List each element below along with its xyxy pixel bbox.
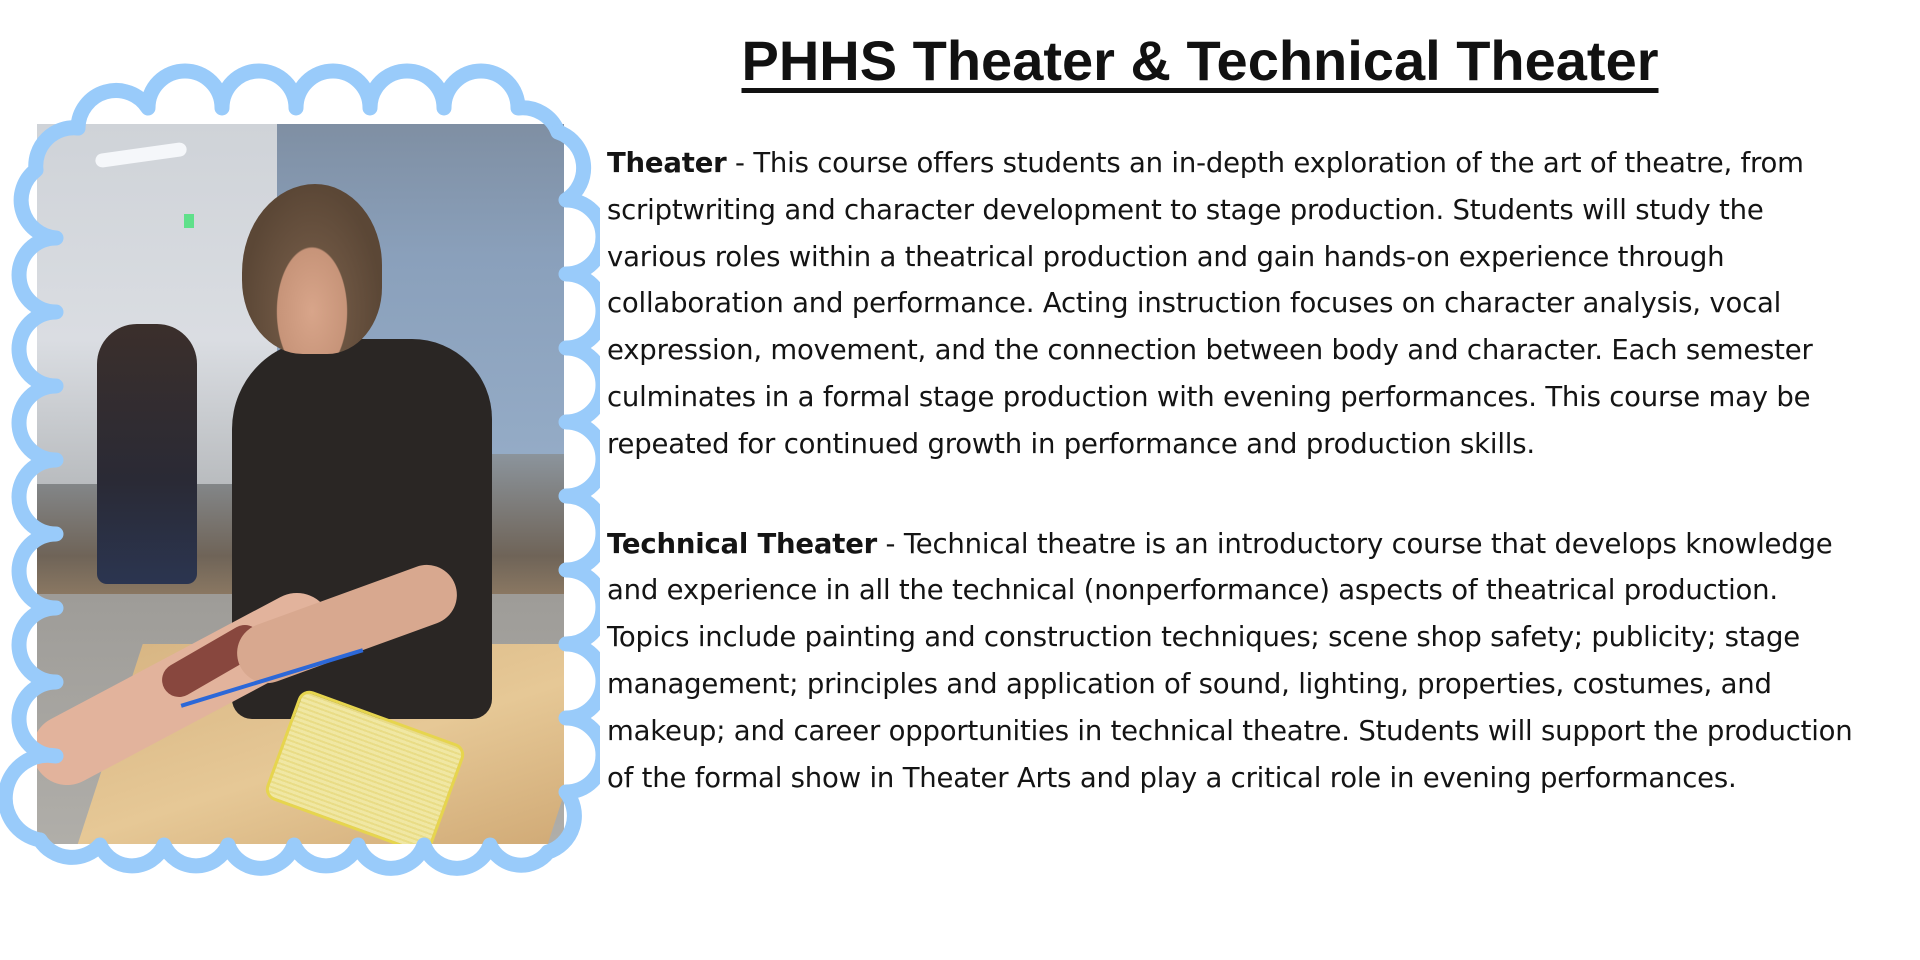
course-technical-theater — [607, 521, 1867, 802]
course-description: Technical theatre is an introductory course that develops knowledge and experience in all the technical (nonperformance) aspects of theatrical production. Topics include painting and construction techniques; scene shop safety; publicity; stage management; principles and application of sound, lighting, properties, costumes, and makeup; and career opportunities in technical theatre. Students will support the production of the formal show in Theater Arts and play a critical role in evening performances. — [607, 527, 1853, 794]
course-name: Theater — [607, 147, 727, 179]
course-descriptions — [607, 140, 1867, 801]
course-name: Technical Theater — [607, 527, 878, 560]
page-title — [610, 24, 1790, 98]
course-separator: - — [726, 147, 754, 179]
scalloped-border-icon — [0, 0, 600, 960]
course-separator: - — [877, 527, 904, 560]
page-title-text: PHHS Theater & Technical Theater — [741, 29, 1659, 92]
photo-frame — [0, 0, 600, 960]
course-theater — [607, 140, 1867, 468]
course-description: This course offers students an in-depth exploration of the art of theatre, from scriptwriting and character development to stage production. Students will study the various roles within a theatrical production and gain hands-on experience through collaboration and performance. Acting instruction focuses on character analysis, vocal expression, movement, and the connection between body and character. Each semester culminates in a formal stage production with evening performances. This course may be repeated for continued growth in performance and production skills. — [607, 147, 1813, 460]
